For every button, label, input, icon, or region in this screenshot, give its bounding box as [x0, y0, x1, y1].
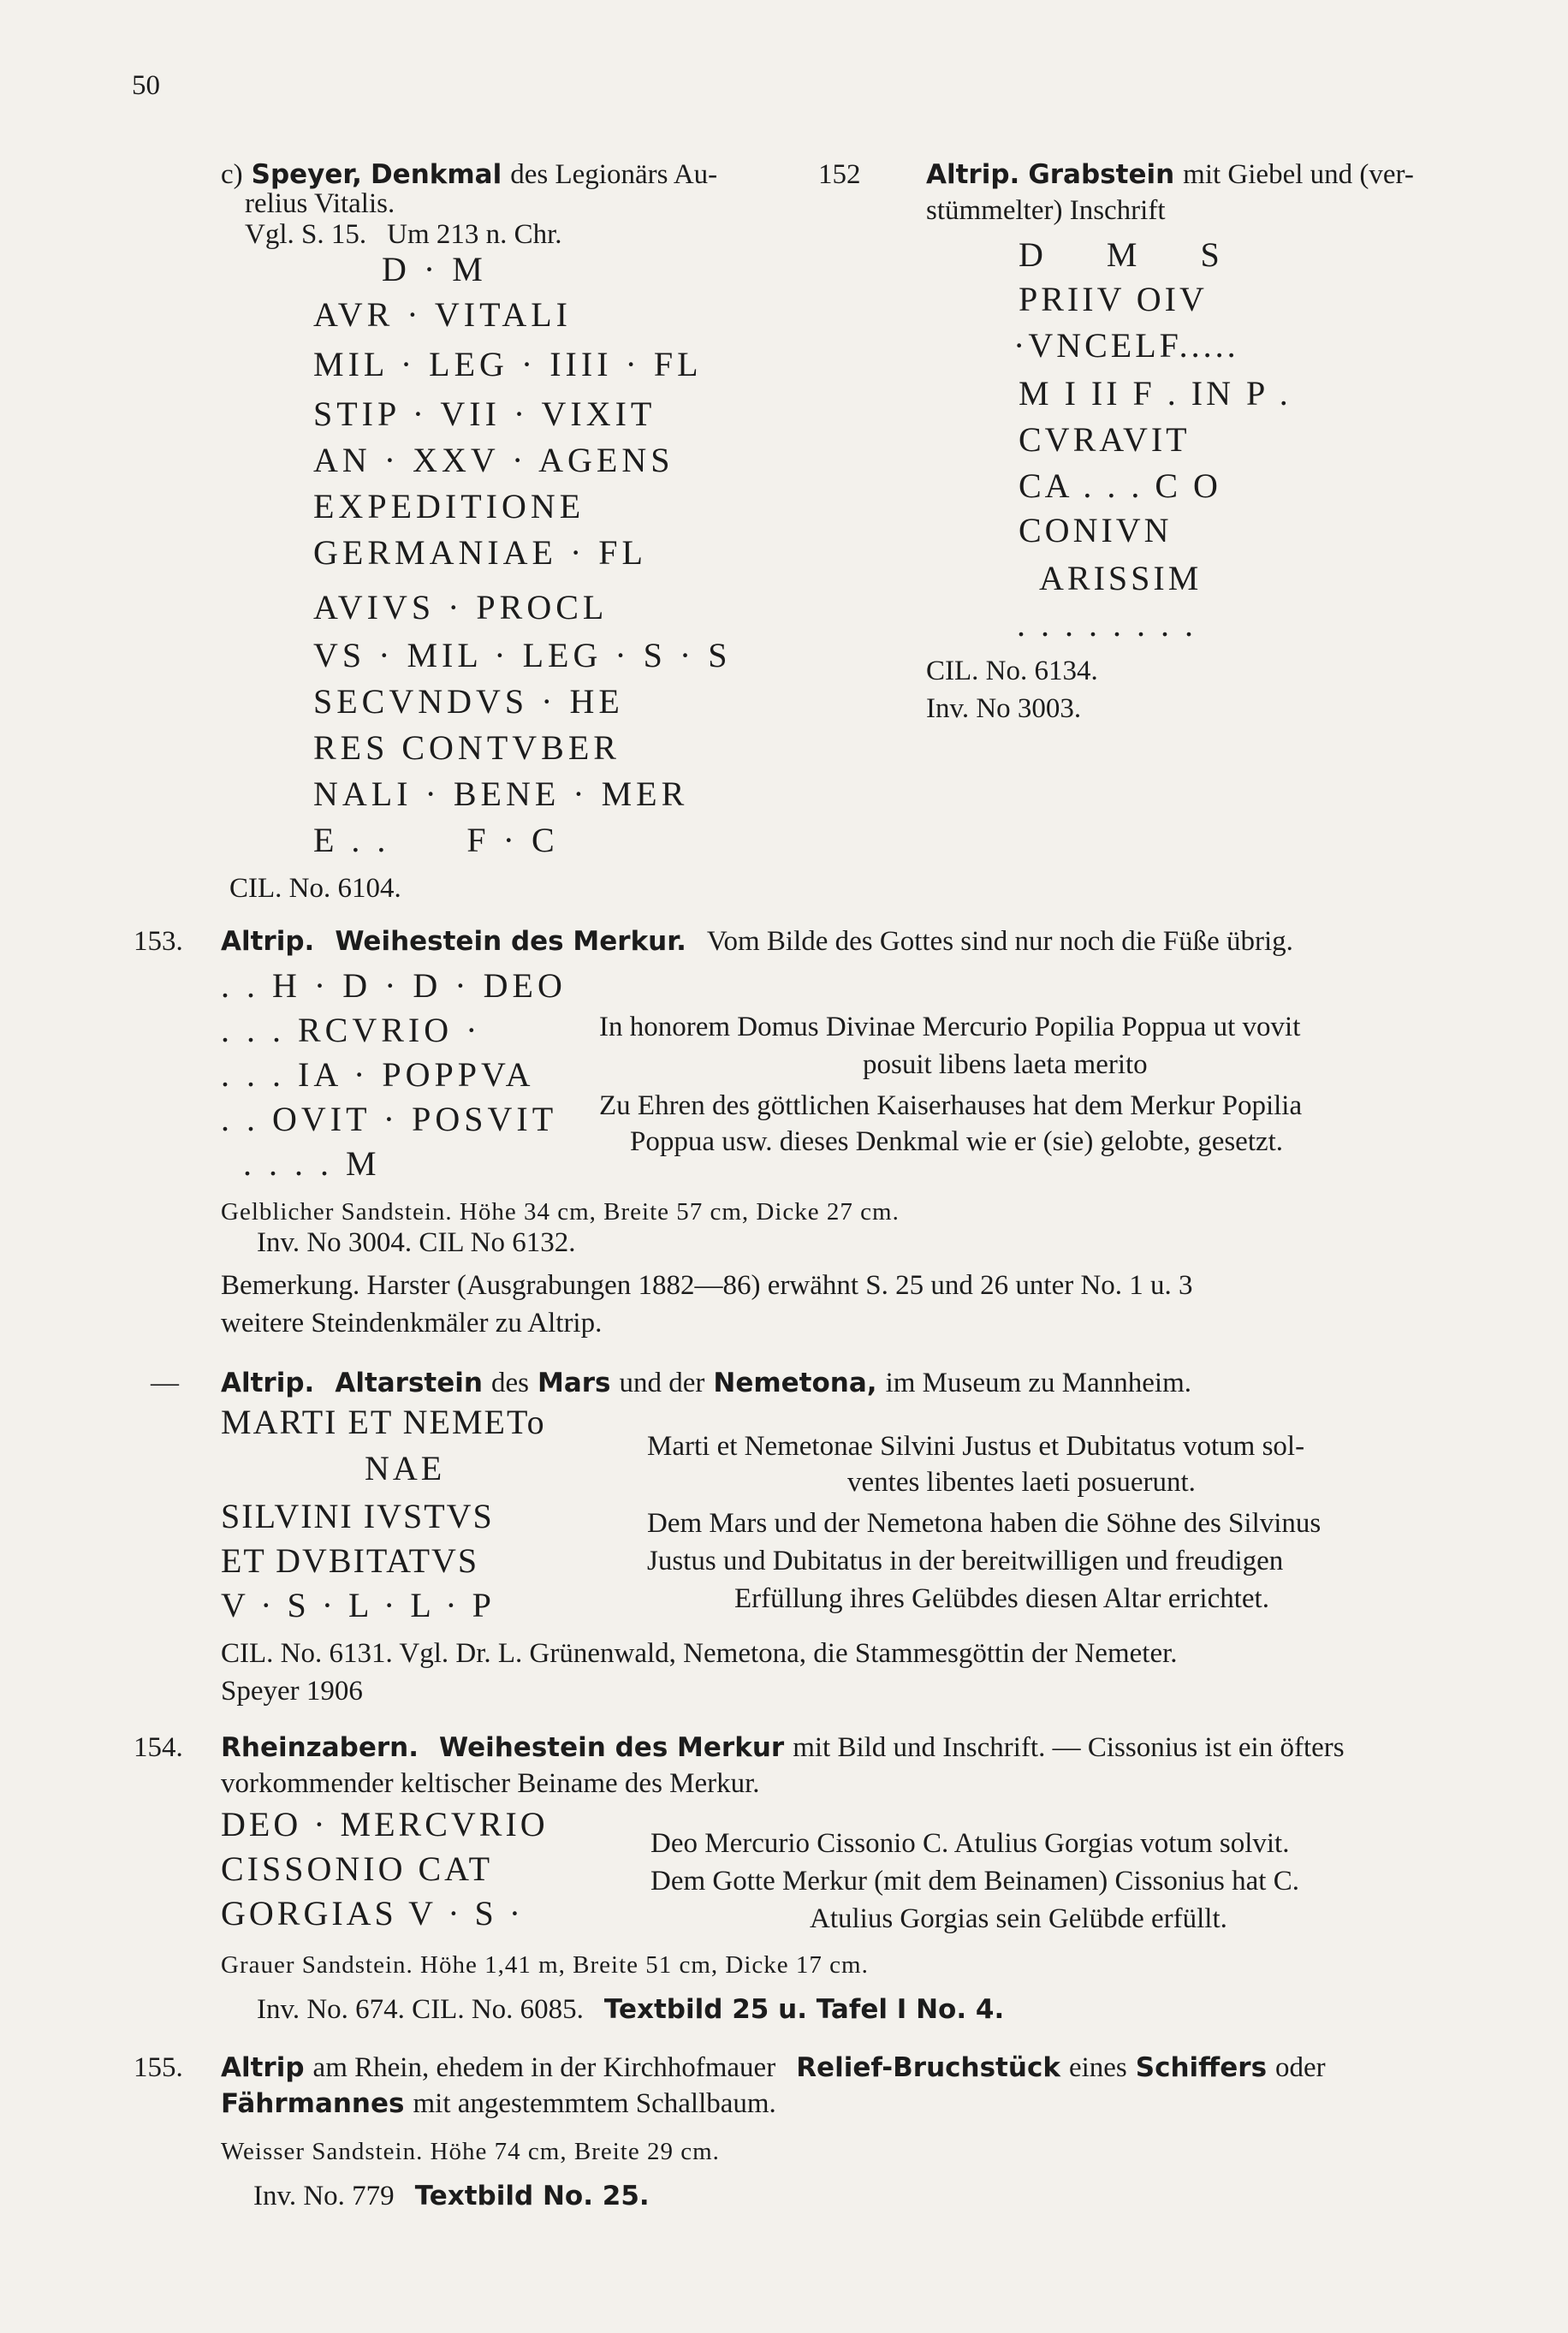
entry-c-inscription-line: GERMANIAE · FL [313, 533, 647, 572]
entry-153-remark2: weitere Steindenkmäler zu Altrip. [221, 1308, 603, 1339]
entry-mars-latin2: ventes libentes laeti posuerunt. [847, 1467, 1196, 1498]
entry-mars-t3: im Museum zu Mannheim. [885, 1368, 1192, 1398]
entry-154-inscription-line: GORGIAS V · S · [221, 1894, 525, 1932]
entry-152-inscription-line: D M S [1019, 235, 1223, 274]
entry-152-inscription-line: CVRAVIT [1019, 420, 1191, 459]
entry-153-place: Altrip. [221, 926, 315, 957]
entry-154-inscription-line: CISSONIO CAT [221, 1849, 494, 1888]
entry-mars-place: Altrip. [221, 1368, 315, 1398]
entry-152-place: Altrip. [926, 159, 1020, 190]
entry-mars-cil1: CIL. No. 6131. Vgl. Dr. L. Grünenwald, Nemetona, die Stammesgöttin der Nemeter. [221, 1638, 1178, 1669]
entry-154-inv: Inv. No. 674. CIL. No. 6085. [257, 1994, 584, 2025]
entry-154-heading [221, 1734, 1345, 1762]
entry-152-inv: Inv. No 3003. [926, 693, 1082, 724]
entry-c-desc1: des Legionärs Au- [510, 159, 718, 190]
entry-152-monument: Grabstein [1028, 159, 1175, 190]
entry-mars-dash: — [151, 1368, 179, 1398]
entry-153-desc: Vom Bilde des Gottes sind nur noch die Füße übrig. [706, 926, 1293, 957]
entry-154-monument: Weihestein des Merkur [438, 1732, 785, 1763]
entry-mars-german1: Dem Mars und der Nemetona haben die Söhne des Silvinus [647, 1508, 1322, 1539]
entry-mars-inscription-line: SILVINI IVSTVS [221, 1497, 494, 1535]
entry-153-inscription-line: . . OVIT · POSVIT [221, 1100, 558, 1138]
entry-152-number: 152 [818, 159, 861, 190]
entry-mars-inscription-line: NAE [365, 1449, 446, 1487]
entry-155-invline [253, 2182, 650, 2211]
entry-155-heading [221, 2054, 1326, 2082]
entry-153-inscription-line: . . H · D · D · DEO [221, 966, 567, 1005]
entry-154-material: Grauer Sandstein. Höhe 1,41 m, Breite 51 cm, Dicke 17 cm. [221, 1951, 869, 1979]
entry-152-desc2: stümmelter) Inschrift [926, 195, 1166, 226]
entry-c-inscription-line: RES CONTVBER [313, 728, 621, 767]
entry-154-place: Rheinzabern. [221, 1732, 419, 1763]
entry-152-inscription-line: CONIVN [1019, 511, 1173, 549]
entry-153-latin1: In honorem Domus Divinae Mercurio Popilia Poppua ut vovit [599, 1012, 1301, 1042]
entry-c-inscription-line: SECVNDVS · HE [313, 682, 624, 721]
entry-152-inscription-line: CA . . . C O [1019, 466, 1221, 505]
entry-c-heading [221, 161, 717, 189]
entry-155-number: 155. [134, 2052, 183, 2083]
entry-mars-nemetona-name: Nemetona, [713, 1368, 877, 1398]
entry-153-monument: Weihestein des Merkur. [335, 926, 686, 957]
entry-mars-cil2: Speyer 1906 [221, 1676, 363, 1707]
entry-155-schiffers: Schiffers [1135, 2052, 1268, 2083]
entry-152-inscription-line: ARISSIM [1039, 559, 1203, 597]
entry-c-inscription-line: AVR · VITALI [313, 295, 572, 334]
entry-154-inscription-line: DEO · MERCVRIO [221, 1805, 549, 1843]
entry-153-latin2: posuit libens laeta merito [863, 1049, 1148, 1080]
entry-mars-monument: Altarstein [335, 1368, 483, 1398]
entry-152-cil: CIL. No. 6134. [926, 656, 1098, 686]
entry-mars-inscription-line: V · S · L · L · P [221, 1586, 495, 1624]
entry-154-refs: Textbild 25 u. Tafel I No. 4. [603, 1994, 1005, 2025]
entry-mars-german2: Justus und Dubitatus in der bereitwilligen und freudigen [647, 1546, 1284, 1576]
entry-153-inscription-line: . . . . M [243, 1144, 381, 1183]
entry-155-faehr: Fährmannes [221, 2088, 405, 2119]
entry-154-german2: Atulius Gorgias sein Gelübde erfüllt. [810, 1903, 1227, 1934]
entry-mars-t1: des [490, 1368, 529, 1398]
entry-c-inscription-line: E . . F · C [313, 821, 559, 859]
entry-154-latin: Deo Mercurio Cissonio C. Atulius Gorgias votum solvit. [650, 1828, 1290, 1859]
entry-c-inscription-line: AVIVS · PROCL [313, 588, 609, 626]
entry-153-german2: Poppua usw. dieses Denkmal wie er (sie) gelobte, gesetzt. [630, 1126, 1284, 1157]
entry-152-heading [926, 161, 1414, 189]
entry-c-prefix: c) [221, 159, 243, 190]
entry-c-inscription-line: MIL · LEG · IIII · FL [313, 345, 703, 383]
entry-c-inscription-line: D · M [382, 250, 487, 288]
page-number: 50 [132, 70, 160, 101]
entry-c-inscription-line: EXPEDITIONE [313, 487, 585, 525]
entry-155-refs: Textbild No. 25. [414, 2181, 650, 2211]
entry-c-date: Um 213 n. Chr. [387, 219, 562, 250]
entry-152-inscription-line: PRIIV OIV [1019, 280, 1208, 318]
entry-154-desc2: vorkommender keltischer Beiname des Merkur. [221, 1768, 760, 1799]
entry-c-ref: Vgl. S. 15. [245, 219, 367, 250]
entry-155-t4: mit angestemmtem Schallbaum. [413, 2088, 776, 2119]
entry-153-material: Gelblicher Sandstein. Höhe 34 cm, Breite 57 cm, Dicke 27 cm. [221, 1198, 900, 1226]
entry-152-inscription-line: M I II F . IN P . [1019, 374, 1292, 413]
entry-154-invline [257, 1996, 1004, 2024]
entry-155-t3: oder [1275, 2052, 1326, 2083]
entry-153-remark1: Bemerkung. Harster (Ausgrabungen 1882—86) erwähnt S. 25 und 26 unter No. 1 u. 3 [221, 1270, 1193, 1301]
entry-153-heading [221, 928, 1293, 956]
entry-c-monument: Denkmal [370, 159, 502, 190]
entry-155-monument: Relief-Bruchstück [796, 2052, 1060, 2083]
entry-154-number: 154. [134, 1732, 183, 1763]
entry-155-t1: am Rhein, ehedem in der Kirchhofmauer [312, 2052, 776, 2083]
entry-mars-mars: Mars [537, 1368, 611, 1398]
entry-mars-inscription-line: ET DVBITATVS [221, 1541, 479, 1580]
entry-155-inv: Inv. No. 779 [253, 2181, 395, 2211]
entry-155-material: Weisser Sandstein. Höhe 74 cm, Breite 29 cm. [221, 2138, 720, 2165]
entry-mars-t2: und der [619, 1368, 705, 1398]
entry-c-inscription-line: AN · XXV · AGENS [313, 441, 674, 479]
entry-c-desc2: relius Vitalis. [245, 188, 395, 219]
entry-154-desc1: mit Bild und Inschrift. — Cissonius ist ein öfters [793, 1732, 1345, 1763]
entry-153-inscription-line: . . . IA · POPPVA [221, 1055, 535, 1094]
entry-mars-inscription-line: MARTI ET NEMETo [221, 1403, 546, 1441]
entry-c-inscription-line: NALI · BENE · MER [313, 775, 689, 813]
entry-152-inscription-line: ·VNCELF..... [1013, 326, 1239, 365]
entry-c-place: Speyer, [251, 159, 362, 190]
entry-mars-heading [221, 1369, 1191, 1398]
entry-153-inv-cil: Inv. No 3004. CIL No 6132. [257, 1227, 576, 1258]
entry-152-inscription-line: . . . . . . . . [1017, 605, 1197, 644]
entry-152-desc1: mit Giebel und (ver- [1183, 159, 1414, 190]
entry-mars-latin1: Marti et Nemetonae Silvini Justus et Dubitatus votum sol- [647, 1431, 1305, 1462]
entry-155-line2 [221, 2090, 776, 2118]
entry-155-place: Altrip [221, 2052, 305, 2083]
entry-155-t2: eines [1068, 2052, 1127, 2083]
entry-153-inscription-line: . . . RCVRIO · [221, 1011, 482, 1049]
entry-153-number: 153. [134, 926, 183, 957]
entry-154-german1: Dem Gotte Merkur (mit dem Beinamen) Cissonius hat C. [650, 1866, 1299, 1897]
entry-c-inscription-line: VS · MIL · LEG · S · S [313, 636, 732, 674]
entry-c-refline [245, 221, 562, 249]
entry-c-cil: CIL. No. 6104. [229, 873, 401, 904]
entry-c-inscription-line: STIP · VII · VIXIT [313, 395, 656, 433]
entry-153-german1: Zu Ehren des göttlichen Kaiserhauses hat dem Merkur Popilia [599, 1090, 1303, 1121]
entry-mars-german3: Erfüllung ihres Gelübdes diesen Altar errichtet. [734, 1583, 1269, 1614]
